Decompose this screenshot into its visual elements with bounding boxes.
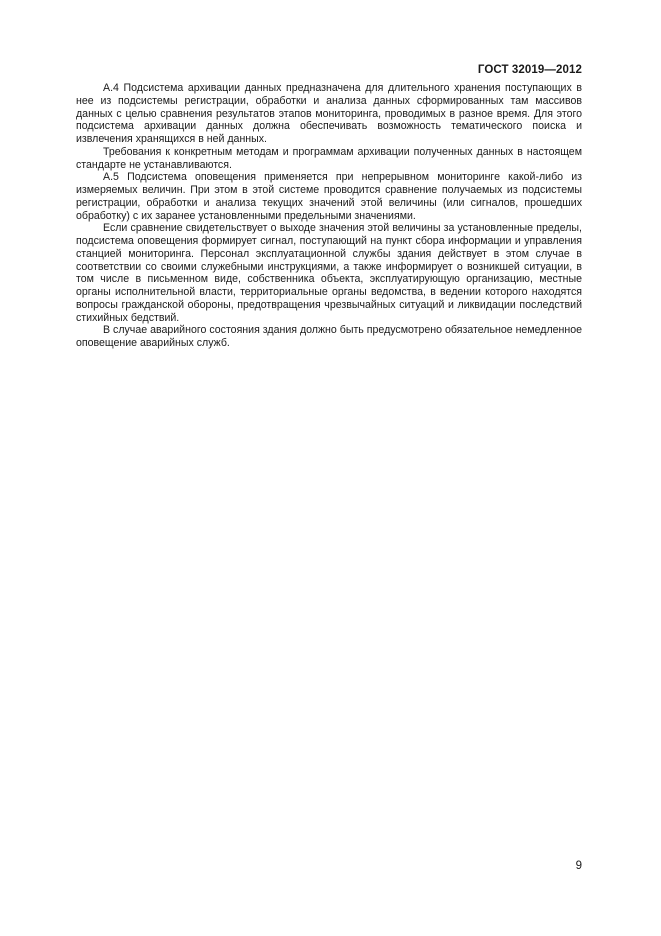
paragraph-limit-exceeded: Если сравнение свидетельствует о выходе значения этой величины за установленные пределы, подсистема оповещения формирует сигнал, поступающий на пункт сбора информации и управления станцией мониторинга. Персонал эксплуатационной службы здания действует в этом случае в соответствии со своими служебными инструкциями, а также информирует о возникшей ситуации, в том числе в письменном виде, собственника объекта, эксплуатирующую организацию, местные органы исполнительной власти, территориальные органы ведомства, в ведении которого находятся вопросы гражданской обороны, предотвращения чрезвычайных ситуаций и ликвидации последствий стихийных бедствий. xyxy=(76,222,582,324)
page-number: 9 xyxy=(575,860,582,872)
standard-header: ГОСТ 32019—2012 xyxy=(477,64,582,76)
paragraph-emergency-notification: В случае аварийного состояния здания должно быть предусмотрено обязательное немедленное оповещение аварийных служб. xyxy=(76,324,582,349)
paragraph-a4-archiving: А.4 Подсистема архивации данных предназначена для длительного хранения поступающих в нее из подсистемы регистрации, обработки и анализа данных сформированных там массивов данных с целью сравнения результатов этапов мониторинга, проводимых в разное время. Для этого подсистема архивации данных должна обеспечивать возможность тематического поиска и извлечения хранящихся в ней данных. xyxy=(76,82,582,145)
paragraph-archiving-requirements: Требования к конкретным методам и программам архивации полученных данных в настоящем стандарте не устанавливаются. xyxy=(76,145,582,171)
document-body xyxy=(76,82,582,350)
paragraph-a5-notification: А.5 Подсистема оповещения применяется при непрерывном мониторинге какой-либо из измеряемых величин. При этом в этой системе проводится сравнение получаемых из подсистемы регистрации, обработки и анализа текущих значений этой величины (или сигналов, прошедших обработку) с их заранее установленными предельными значениями. xyxy=(76,171,582,222)
